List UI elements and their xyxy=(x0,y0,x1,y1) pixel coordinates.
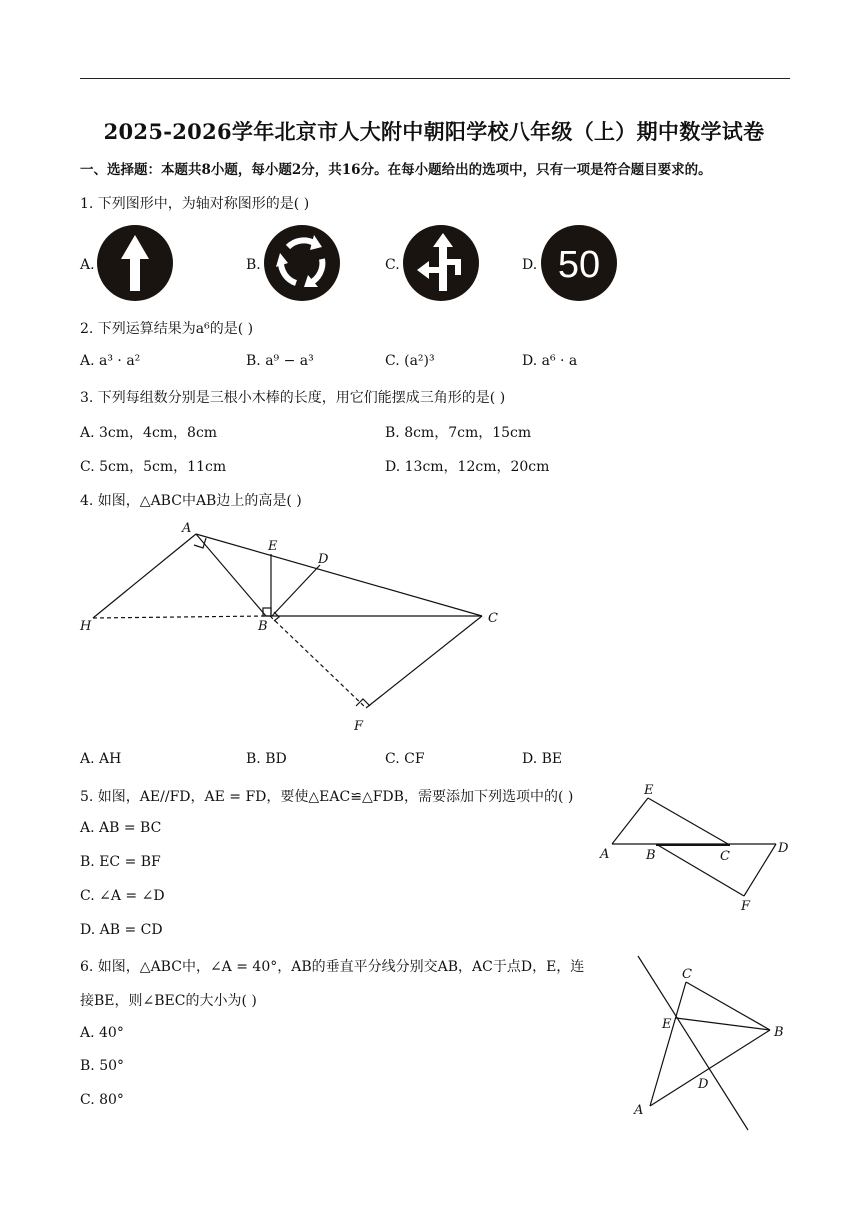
q5-option-c: C. ∠A = ∠D xyxy=(80,888,165,904)
q1-stem: 1. 下列图形中，为轴对称图形的是( ) xyxy=(80,196,310,212)
q5-figure xyxy=(596,780,796,915)
q3-option-c: C. 5cm，5cm，11cm xyxy=(80,459,227,475)
q4-option-d: D. BE xyxy=(522,751,563,767)
q1-option-c-label: C. xyxy=(385,257,400,273)
q6-label-b: B xyxy=(774,1025,784,1040)
speed-limit-icon xyxy=(541,225,617,301)
q1-option-b-label: B. xyxy=(246,257,261,273)
turn-arrows-icon xyxy=(403,225,479,301)
q3-stem: 3. 下列每组数分别是三根小木棒的长度，用它们能摆成三角形的是( ) xyxy=(80,390,506,406)
q4-option-b: B. BD xyxy=(246,751,287,767)
q5-option-b: B. EC = BF xyxy=(80,854,161,870)
q5-option-d: D. AB = CD xyxy=(80,922,163,938)
q5-label-d: D xyxy=(778,841,789,856)
q6-label-a: A xyxy=(634,1103,644,1118)
q6-stem-line2: 接BE，则∠BEC的大小为( ) xyxy=(80,993,257,1009)
q6-stem-line1: 6. 如图，△ABC中，∠A = 40°，AB的垂直平分线分别交AB，AC于点D，E，连 xyxy=(80,959,585,975)
q6-option-c: C. 80° xyxy=(80,1092,124,1108)
roundabout-icon xyxy=(264,225,340,301)
speed-limit-text: 50 xyxy=(557,244,601,286)
q4-label-a: A xyxy=(182,521,192,536)
q1-option-d-label: D. xyxy=(522,257,538,273)
q2-option-d: D. a⁶ · a xyxy=(522,353,578,369)
q5-label-c: C xyxy=(720,849,730,864)
q5-label-f: F xyxy=(741,899,751,914)
q4-stem: 4. 如图，△ABC中AB边上的高是( ) xyxy=(80,493,302,509)
q2-option-b: B. a⁹ − a³ xyxy=(246,353,314,369)
q5-option-a: A. AB = BC xyxy=(80,820,162,836)
q5-label-e: E xyxy=(644,783,654,798)
q3-option-b: B. 8cm，7cm，15cm xyxy=(385,425,532,441)
q4-label-c: C xyxy=(488,611,498,626)
header-rule xyxy=(80,78,790,79)
q2-option-c: C. (a²)³ xyxy=(385,353,435,369)
q5-stem: 5. 如图，AE//FD，AE = FD，要使△EAC≌△FDB，需要添加下列选项中的( ) xyxy=(80,789,574,805)
q6-figure xyxy=(628,950,798,1135)
q4-option-a: A. AH xyxy=(80,751,122,767)
q2-stem: 2. 下列运算结果为a⁶的是( ) xyxy=(80,321,254,337)
q6-option-a: A. 40° xyxy=(80,1025,124,1041)
section-heading: 一、选择题：本题共8小题，每小题2分，共16分。在每小题给出的选项中，只有一项是符合题目要求的。 xyxy=(80,162,712,178)
q4-label-b: B xyxy=(258,619,268,634)
q4-label-e: E xyxy=(268,539,278,554)
q4-label-d: D xyxy=(318,552,329,567)
q6-label-d: D xyxy=(698,1077,709,1092)
q5-label-b: B xyxy=(646,848,656,863)
q5-label-a: A xyxy=(600,847,610,862)
q6-option-b: B. 50° xyxy=(80,1058,125,1074)
q4-label-f: F xyxy=(354,719,364,734)
q6-label-e: E xyxy=(662,1017,672,1032)
q3-option-a: A. 3cm，4cm，8cm xyxy=(80,425,218,441)
q6-label-c: C xyxy=(682,967,692,982)
q4-figure xyxy=(76,518,516,738)
page-title: 2025-2026学年北京市人大附中朝阳学校八年级（上）期中数学试卷 xyxy=(103,119,765,144)
q4-label-h: H xyxy=(80,619,92,634)
q4-option-c: C. CF xyxy=(385,751,425,767)
straight-arrow-icon xyxy=(97,225,173,301)
q3-option-d: D. 13cm，12cm，20cm xyxy=(385,459,550,475)
q2-option-a: A. a³ · a² xyxy=(80,353,141,369)
q1-option-a-label: A. xyxy=(80,257,95,273)
